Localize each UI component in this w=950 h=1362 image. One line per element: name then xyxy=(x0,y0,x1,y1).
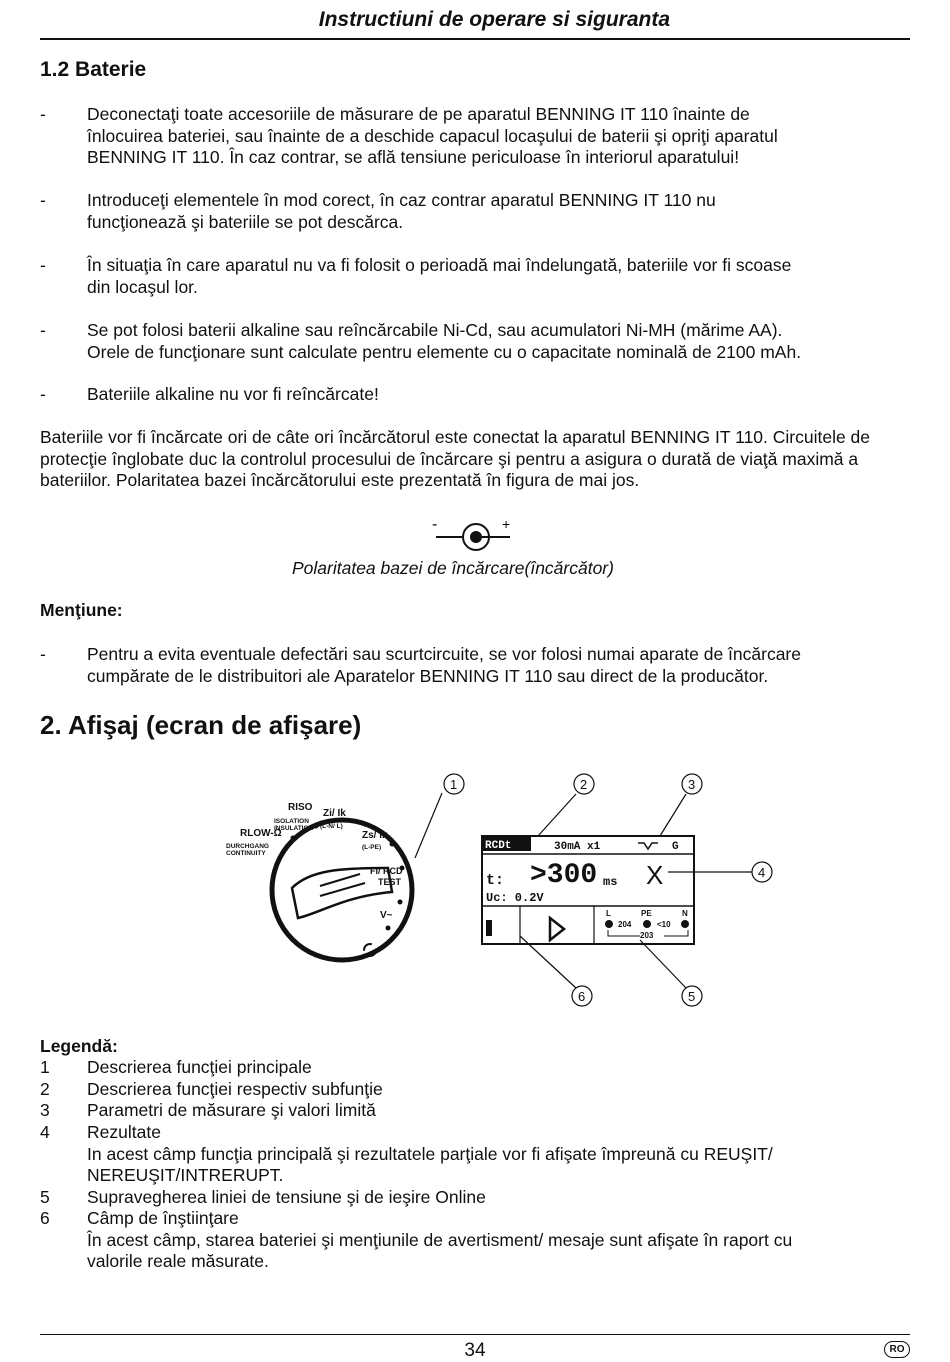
callout-6: 6 xyxy=(578,989,586,1004)
footer-rule xyxy=(40,1334,910,1335)
bullet-item xyxy=(40,190,910,234)
dial-label-voltage: V~ xyxy=(380,910,393,921)
legend-number: 6 xyxy=(40,1208,50,1228)
bullet-dash: - xyxy=(40,320,46,340)
callout-3: 3 xyxy=(688,777,696,792)
header-rule xyxy=(40,38,910,40)
lcd-function: RCDt xyxy=(485,840,512,852)
page-number: 34 xyxy=(464,1340,486,1361)
polarity-caption: Polaritatea bazei de încărcare(încărcător) xyxy=(292,558,614,578)
polarity-plus: + xyxy=(502,516,511,532)
legend-text: Descrierea funcţiei respectiv subfunţie xyxy=(87,1079,383,1099)
dial-label-zs: Zs/ Ik xyxy=(362,830,388,841)
legend-item xyxy=(40,1208,910,1274)
bullet-item xyxy=(40,384,910,406)
lcd-type: G xyxy=(672,841,679,853)
lcd-v2: <10 xyxy=(657,920,671,929)
legend-number: 1 xyxy=(40,1057,50,1077)
legend-text: Câmp de înştiinţare În acest câmp, starea bateriei şi menţiunile de avertisment/ mesaje sunt afişate în raport cu valorile reale măsurate. xyxy=(87,1208,793,1271)
section-title-battery: 1.2 Baterie xyxy=(40,58,147,81)
lcd-pe: PE xyxy=(641,909,652,918)
lcd-params: 30mA x1 xyxy=(554,841,601,853)
bullet-dash: - xyxy=(40,384,46,404)
lcd-l: L xyxy=(606,909,611,918)
legend-number: 2 xyxy=(40,1079,50,1099)
bullet-dash: - xyxy=(40,644,46,664)
callout-1: 1 xyxy=(450,777,458,792)
dial-label-riso: RISO xyxy=(288,802,313,813)
section-title-display: 2. Afişaj (ecran de afişare) xyxy=(40,710,362,740)
lcd-v3: 203 xyxy=(640,931,654,940)
legend-title: Legendă: xyxy=(40,1036,118,1056)
legend-text: Parametri de măsurare şi valori limită xyxy=(87,1100,376,1120)
lcd-time-label: t: xyxy=(486,872,505,889)
dial-label-rlow: RLOW-Ω xyxy=(240,828,282,839)
bullet-dash: - xyxy=(40,255,46,275)
bullet-text: Pentru a evita eventuale defectări sau scurtcircuite, se vor folosi numai aparate de încărcare cumpărate de le distribuitori ale Aparatelor BENNING IT 110 sau direct de la producător. xyxy=(87,644,801,686)
dial-sublabel-zi: (L-N/ L) xyxy=(320,823,343,830)
lcd-screen xyxy=(482,836,694,944)
dial-label-rcd: FI/ RCD xyxy=(370,866,403,876)
document-header: Instructiuni de operare si siguranta xyxy=(318,8,670,31)
legend-item xyxy=(40,1122,910,1188)
dial-sublabel-rlow: DURCHGANG CONTINUITY xyxy=(226,843,269,858)
polarity-minus: - xyxy=(432,516,438,533)
bullet-text: Bateriile alkaline nu vor fi reîncărcate! xyxy=(87,384,379,404)
rotary-dial xyxy=(272,818,412,961)
callout-4: 4 xyxy=(758,865,766,880)
lcd-v1: 204 xyxy=(618,920,632,929)
callout-5: 5 xyxy=(688,989,696,1004)
lcd-n: N xyxy=(682,909,688,918)
legend-number: 4 xyxy=(40,1122,50,1142)
bullet-text: Deconectaţi toate accesoriile de măsurare de pe aparatul BENNING IT 110 înainte de înlocuirea bateriei, sau înainte de a deschide capacul locaşului de baterii şi opriţi aparatul BENNING IT 110. În caz contrar, se află tensiune periculoase în interiorul aparatului! xyxy=(87,104,778,167)
legend-text: Rezultate In acest câmp funcţia principală şi rezultatele parţiale vor fi afişate împreună cu REUŞIT/ NEREUŞIT/INTRERUPT. xyxy=(87,1122,773,1185)
bullet-item xyxy=(40,104,910,170)
lcd-result: X xyxy=(646,860,664,890)
note-bullet xyxy=(40,644,910,688)
bullet-text: În situaţia în care aparatul nu va fi folosit o perioadă mai îndelungată, bateriile vor fi scoase din locaşul lor. xyxy=(87,255,792,297)
bullet-item xyxy=(40,320,910,364)
dial-sublabel-rcd: TEST xyxy=(378,877,402,887)
charging-paragraph: Bateriile vor fi încărcate ori de câte ori încărcătorul este conectat la aparatul BENNING IT 110. Circuitele de protecţie înglobate duc la controlul procesului de încărcare şi pentru a asigura o durată de viaţă maximă a bateriilor. Polaritatea bazei încărcătorului este prezentată în figura de mai jos. xyxy=(40,427,871,490)
lcd-value: >300 xyxy=(530,860,598,891)
bullet-text: Se pot folosi baterii alkaline sau reîncărcabile Ni-Cd, sau acumulatori Ni-MH (mărime AA). Orele de funcţionare sunt calculate pentru elemente cu o capacitate nominală de 2100 mAh. xyxy=(87,320,802,362)
bullet-text: Introduceţi elementele în mod corect, în caz contrar aparatul BENNING IT 110 nu funcţionează şi bateriile se pot descărca. xyxy=(87,190,716,232)
bullet-item xyxy=(40,255,910,299)
legend-text: Descrierea funcţiei principale xyxy=(87,1057,312,1077)
note-title: Menţiune: xyxy=(40,600,123,620)
legend-text: Supravegherea liniei de tensiune şi de ieşire Online xyxy=(87,1187,486,1207)
charger-polarity-symbol xyxy=(430,515,520,555)
dial-sublabel-riso: ISOLATION INSULATION xyxy=(274,818,314,833)
bullet-dash: - xyxy=(40,104,46,124)
callout-2: 2 xyxy=(580,777,588,792)
display-figure xyxy=(220,768,780,1013)
legend-number: 5 xyxy=(40,1187,50,1207)
lcd-uc: Uc: 0.2V xyxy=(486,891,544,905)
lcd-unit: ms xyxy=(603,875,618,889)
legend-item xyxy=(40,1187,910,1209)
legend-item xyxy=(40,1079,910,1101)
dial-sublabel-zs: (L-PE) xyxy=(362,844,382,851)
language-badge: RO xyxy=(884,1341,910,1358)
legend-item xyxy=(40,1100,910,1122)
legend-item xyxy=(40,1057,910,1079)
dial-label-zi: Zi/ Ik xyxy=(323,808,346,819)
bullet-dash: - xyxy=(40,190,46,210)
legend-number: 3 xyxy=(40,1100,50,1120)
